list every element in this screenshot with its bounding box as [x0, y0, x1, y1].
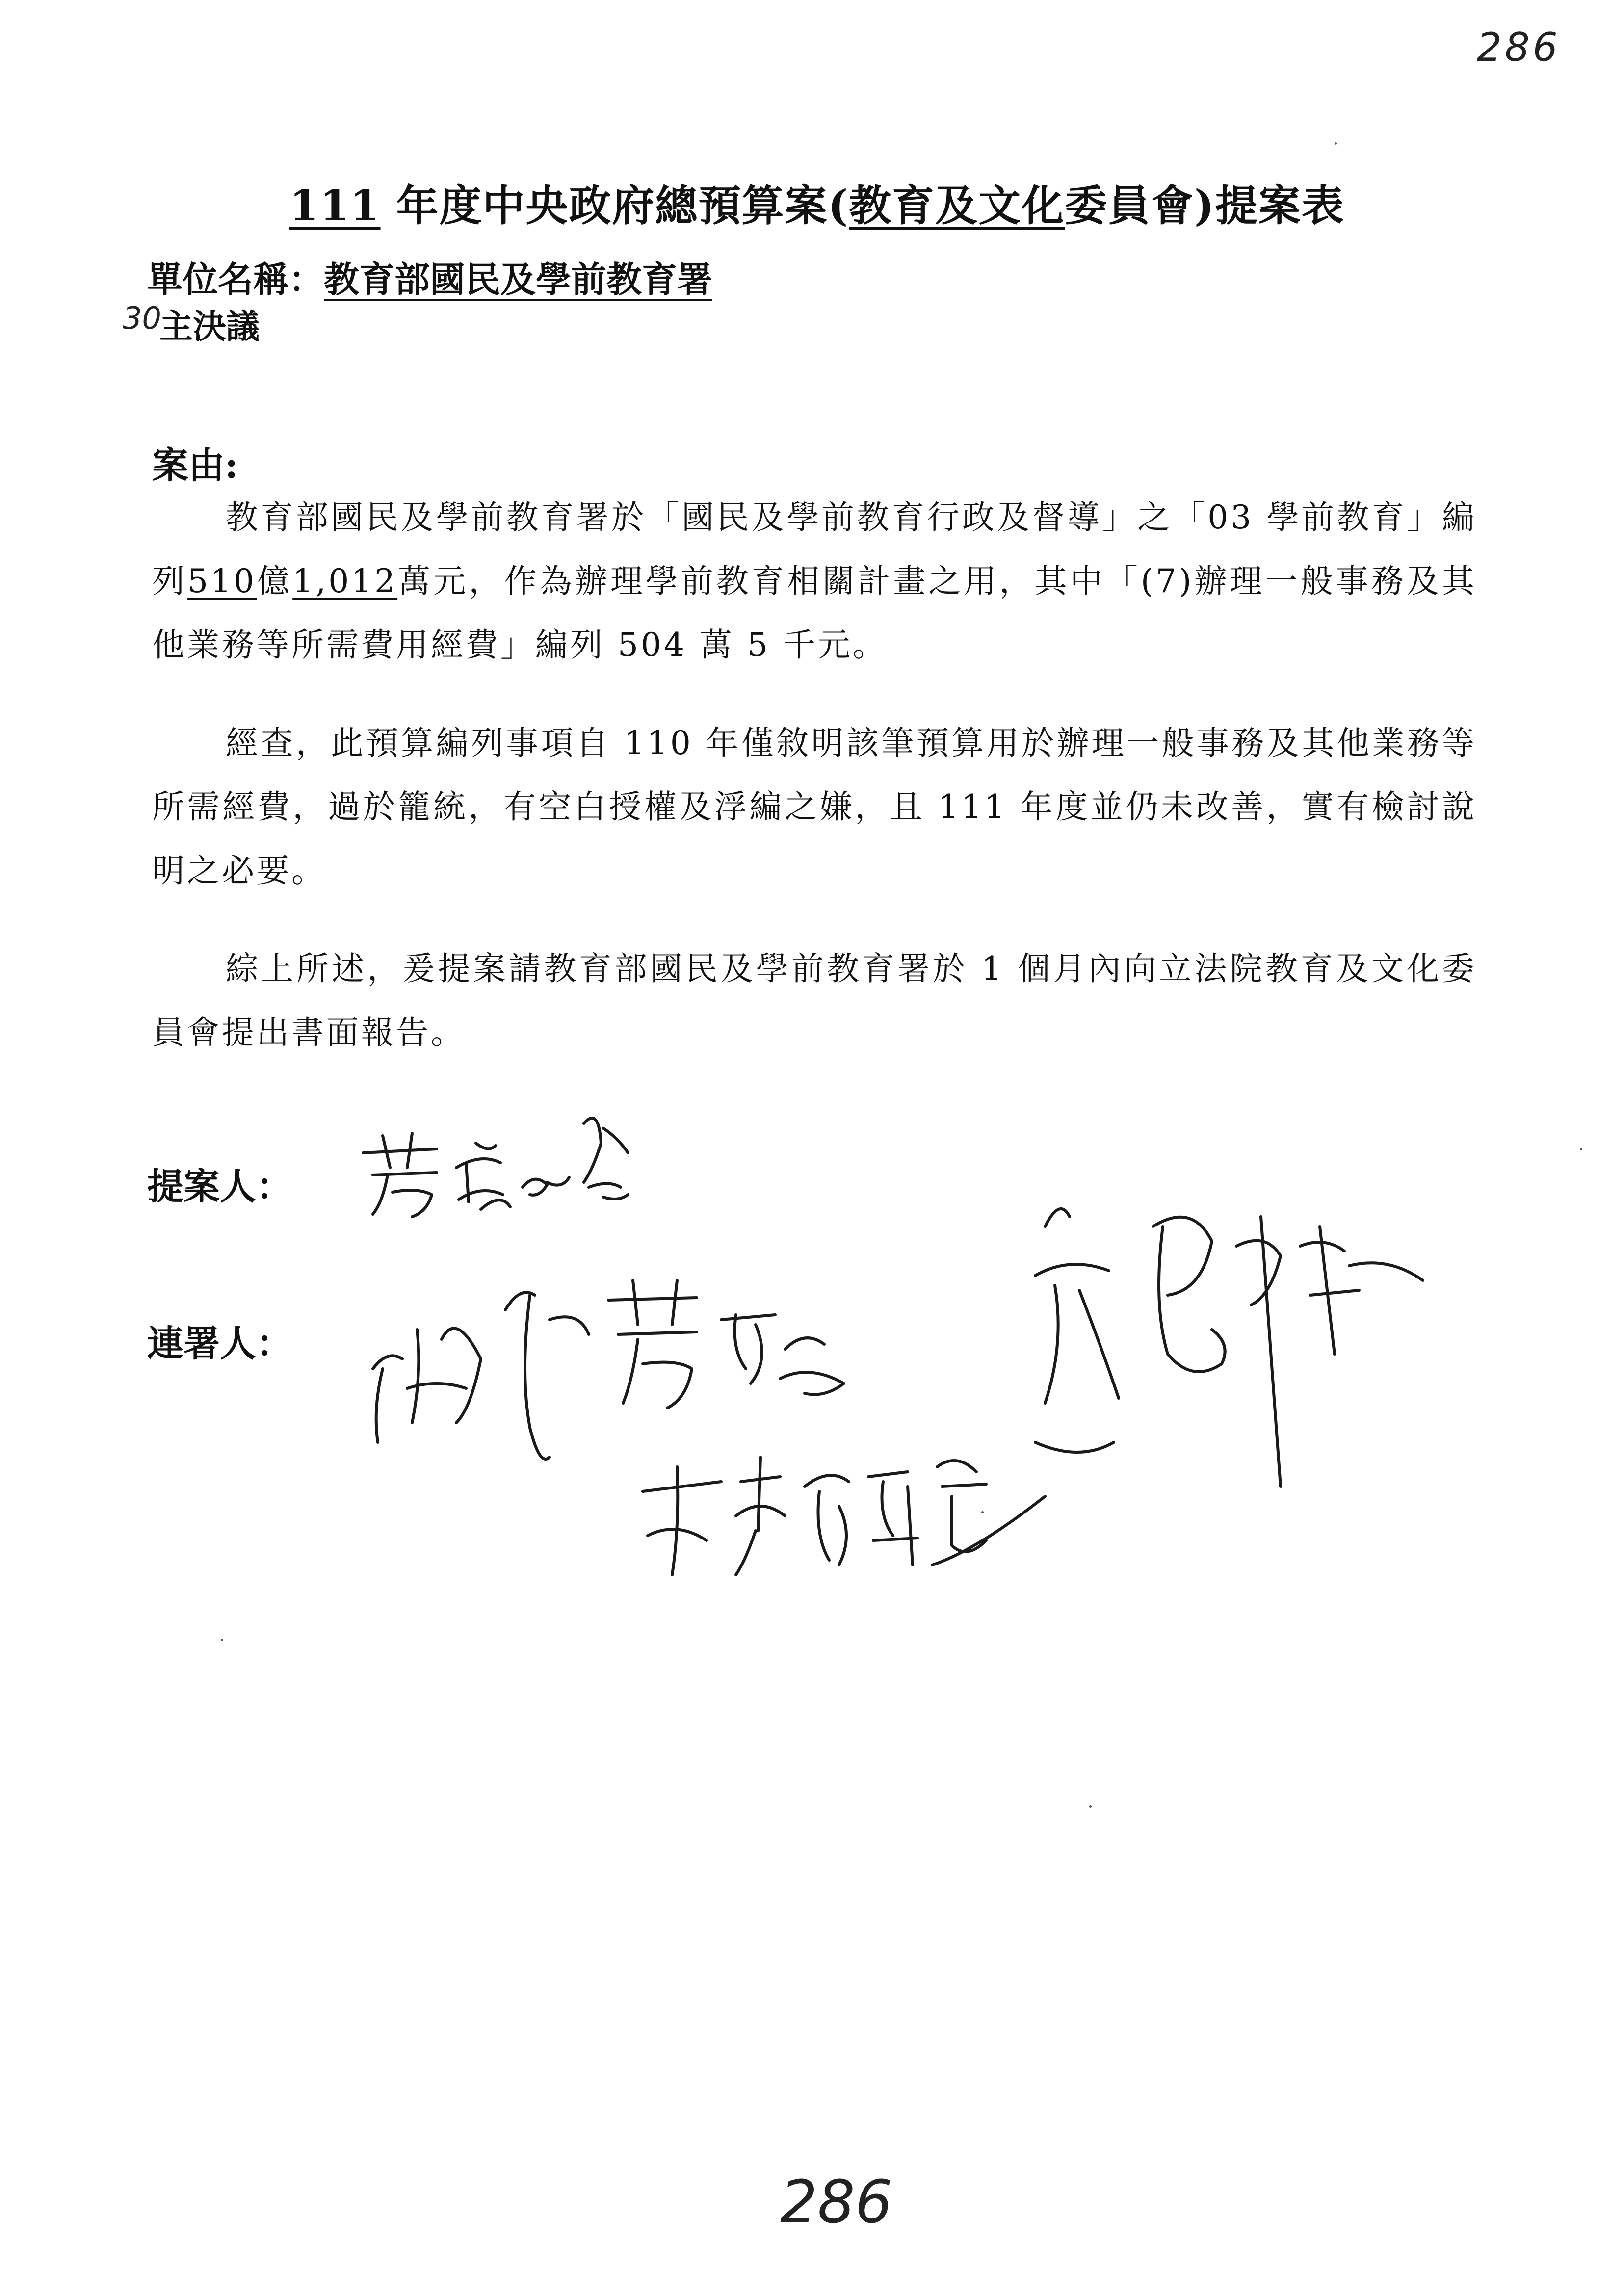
proposer-label: 提案人：: [147, 1166, 292, 1208]
title-text-a: 年度中央政府總預算案(: [380, 181, 849, 231]
amount-ten-thousands: 1,012: [292, 562, 398, 600]
cosigner-signature-2: [633, 1437, 1055, 1599]
scan-speck: [221, 1639, 223, 1641]
case-heading: 案由:: [152, 444, 238, 487]
resolution-label: 主決議: [159, 307, 260, 346]
case-paragraph-2: 經查，此預算編列事項自 110 年僅敘明該筆預算用於辦理一般事務及其他業務等所需經費，過於籠統，有空白授權及浮編之嫌，且 111 年度並仍未改善，實有檢討說明之必要。: [152, 724, 1477, 889]
scan-speck: [1089, 1805, 1092, 1808]
case-paragraph-3: 綜上所述，爰提案請教育部國民及學前教育署於 1 個月內向立法院教育及文化委員會提出書面報告。: [152, 950, 1477, 1051]
cosigner-label: 連署人：: [147, 1323, 292, 1365]
scan-speck: [1335, 142, 1337, 145]
title-year: 111: [289, 181, 381, 231]
amount-billions: 510: [187, 562, 257, 600]
page-number-bottom: 286: [780, 2168, 893, 2237]
para-1-text-c: 萬元，作為辦理學前教育相關計畫之用，其中「(7)辦理一般事務及其他業務等所需費用經費」編列 504 萬 5 千元。: [152, 562, 1477, 664]
proposer-signature: [353, 1094, 667, 1231]
resolution-handwritten-mark: 30: [123, 300, 161, 336]
unit-label: 單位名稱：: [147, 259, 324, 300]
case-paragraph-1: [152, 486, 1477, 677]
unit-line: [147, 251, 712, 302]
scan-speck: [1580, 1148, 1582, 1150]
document-title: [289, 172, 1345, 233]
unit-name: 教育部國民及學前教育署: [324, 259, 713, 300]
title-committee: 教育及文化: [849, 181, 1065, 231]
para-1-text-a: 教育部國民及學前教育署於「國民及學前教育行政及督導」之「03 學前教育」編列: [152, 498, 1477, 600]
title-text-b: 委員會)提案表: [1065, 181, 1345, 231]
scan-speck: [981, 1511, 984, 1513]
para-1-text-b: 億: [257, 562, 293, 600]
page-number-top: 286: [1477, 25, 1561, 70]
cosigner-signature-3: [1006, 1168, 1447, 1540]
